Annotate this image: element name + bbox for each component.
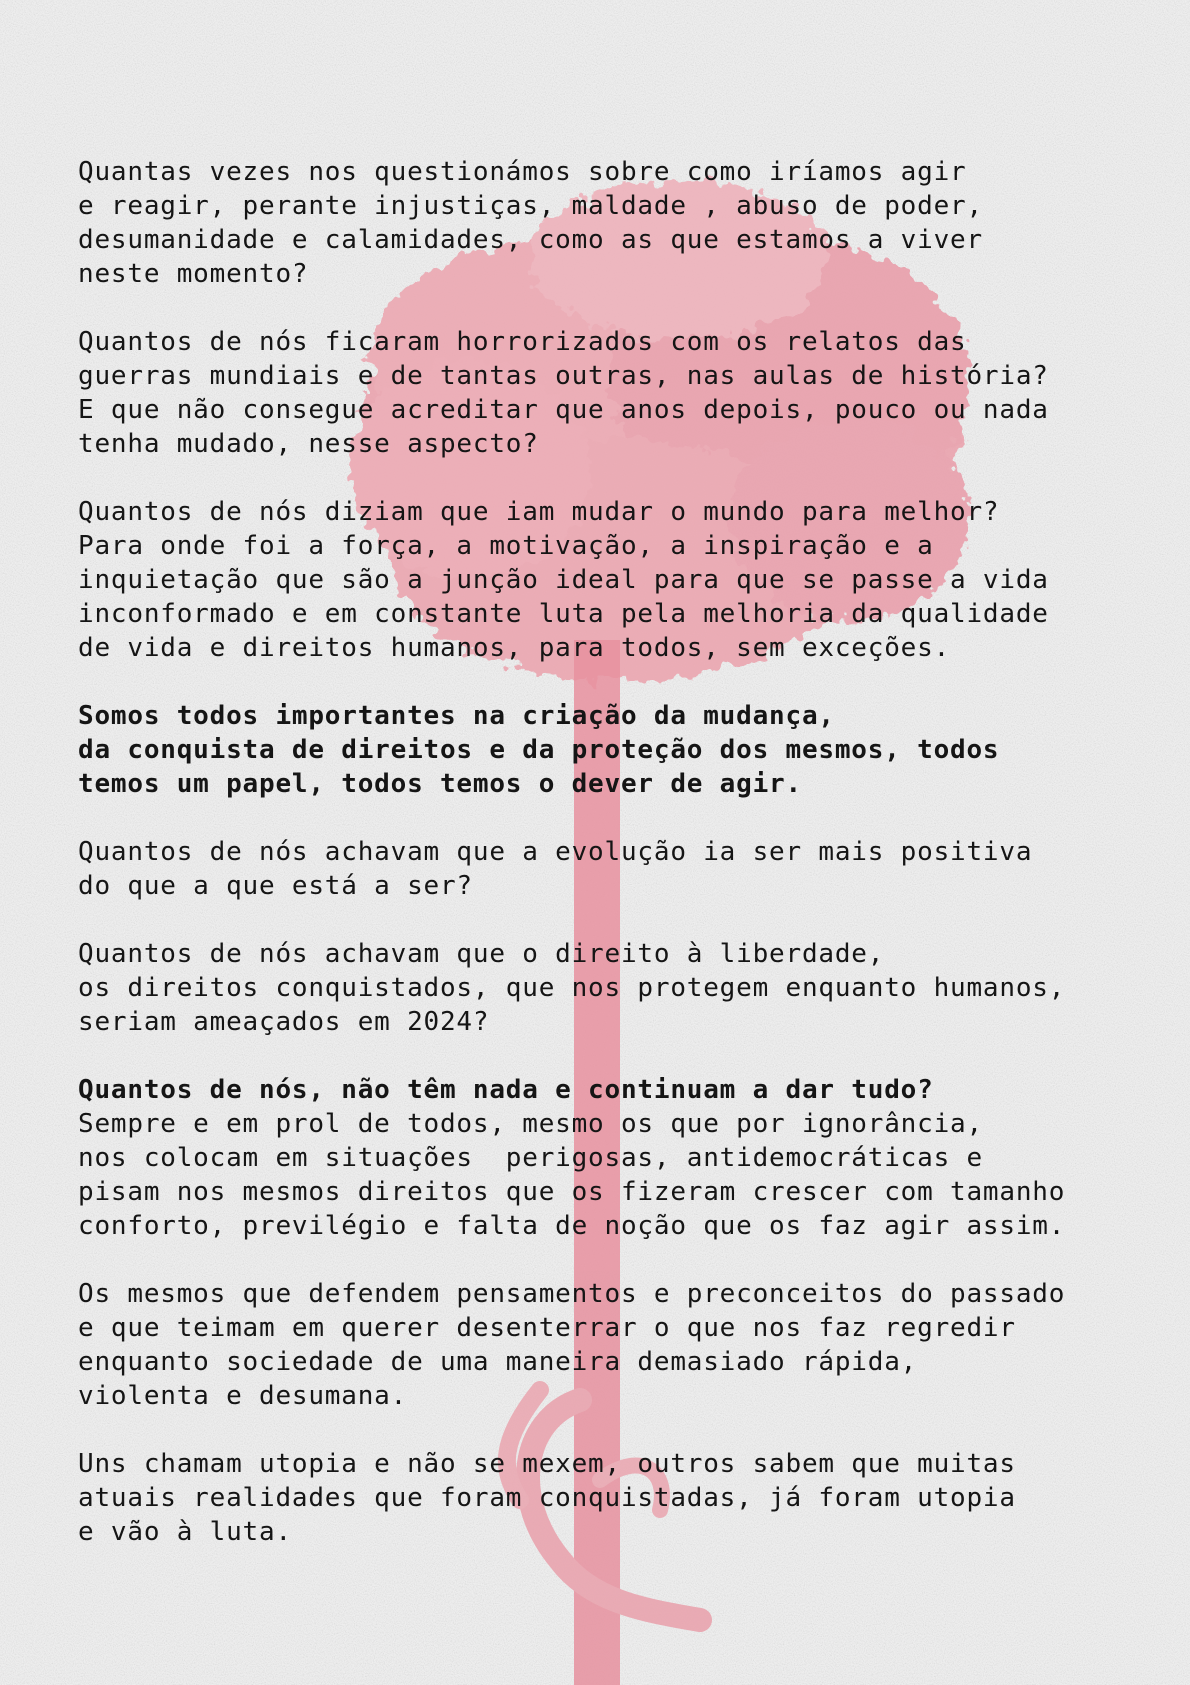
paragraph (78, 937, 1138, 1039)
paragraph-line: atuais realidades que foram conquistadas, já foram utopia (78, 1483, 1016, 1513)
paragraph-line: Os mesmos que defendem pensamentos e preconceitos do passado (78, 1279, 1066, 1309)
paragraph-line: E que não consegue acreditar que anos depois, pouco ou nada (78, 395, 1049, 425)
paragraph (78, 1277, 1138, 1413)
paragraph-line: Somos todos importantes na criação da mudança, (78, 701, 835, 731)
paragraph-line: Sempre e em prol de todos, mesmo os que por ignorância, (78, 1109, 983, 1139)
paragraph (78, 1073, 1138, 1243)
paragraph-line: inconformado e em constante luta pela melhoria da qualidade (78, 599, 1049, 629)
paragraph (78, 1447, 1138, 1549)
paragraph-line: Quantos de nós ficaram horrorizados com os relatos das (78, 327, 967, 357)
paragraph-line: conforto, previlégio e falta de noção que os faz agir assim. (78, 1211, 1066, 1241)
paragraph-line: Quantos de nós diziam que iam mudar o mundo para melhor? (78, 497, 1000, 527)
paragraph-line: Quantas vezes nos questionámos sobre como iríamos agir (78, 157, 967, 187)
paragraph-line: Quantos de nós achavam que o direito à liberdade, (78, 939, 885, 969)
paragraph-line: e que teimam em querer desenterrar o que nos faz regredir (78, 1313, 1016, 1343)
paragraph-line: Uns chamam utopia e não se mexem, outros sabem que muitas (78, 1449, 1016, 1479)
paragraph-line: guerras mundiais e de tantas outras, nas aulas de história? (78, 361, 1049, 391)
paragraph-line: enquanto sociedade de uma maneira demasiado rápida, (78, 1347, 918, 1377)
paragraph-line: da conquista de direitos e da proteção dos mesmos, todos (78, 735, 1000, 765)
paragraph-line: nos colocam em situações perigosas, antidemocráticas e (78, 1143, 983, 1173)
paragraph (78, 155, 1138, 291)
paragraph-line: e reagir, perante injustiças, maldade , abuso de poder, (78, 191, 983, 221)
paragraph (78, 835, 1138, 903)
paragraph-line: violenta e desumana. (78, 1381, 408, 1411)
paragraph-line: seriam ameaçados em 2024? (78, 1007, 490, 1037)
paragraph-line: pisam nos mesmos direitos que os fizeram crescer com tamanho (78, 1177, 1066, 1207)
paragraph-line: inquietação que são a junção ideal para que se passe a vida (78, 565, 1049, 595)
paragraph-line: temos um papel, todos temos o dever de agir. (78, 769, 802, 799)
paragraph-line: do que a que está a ser? (78, 871, 473, 901)
paragraph-line: Para onde foi a força, a motivação, a inspiração e a (78, 531, 934, 561)
paragraph (78, 495, 1138, 665)
bold-paragraph (78, 699, 1138, 801)
paragraph-line: neste momento? (78, 259, 309, 289)
paragraph-lead-line: Quantos de nós, não têm nada e continuam a dar tudo? (78, 1075, 934, 1105)
text-block (78, 155, 1138, 1583)
paragraph-line: de vida e direitos humanos, para todos, sem exceções. (78, 633, 951, 663)
paragraph-line: Quantos de nós achavam que a evolução ia ser mais positiva (78, 837, 1033, 867)
paragraph-line: e vão à luta. (78, 1517, 292, 1547)
paragraph-line: os direitos conquistados, que nos protegem enquanto humanos, (78, 973, 1066, 1003)
paragraph-line: desumanidade e calamidades, como as que estamos a viver (78, 225, 983, 255)
paragraph (78, 325, 1138, 461)
paragraph-line: tenha mudado, nesse aspecto? (78, 429, 539, 459)
